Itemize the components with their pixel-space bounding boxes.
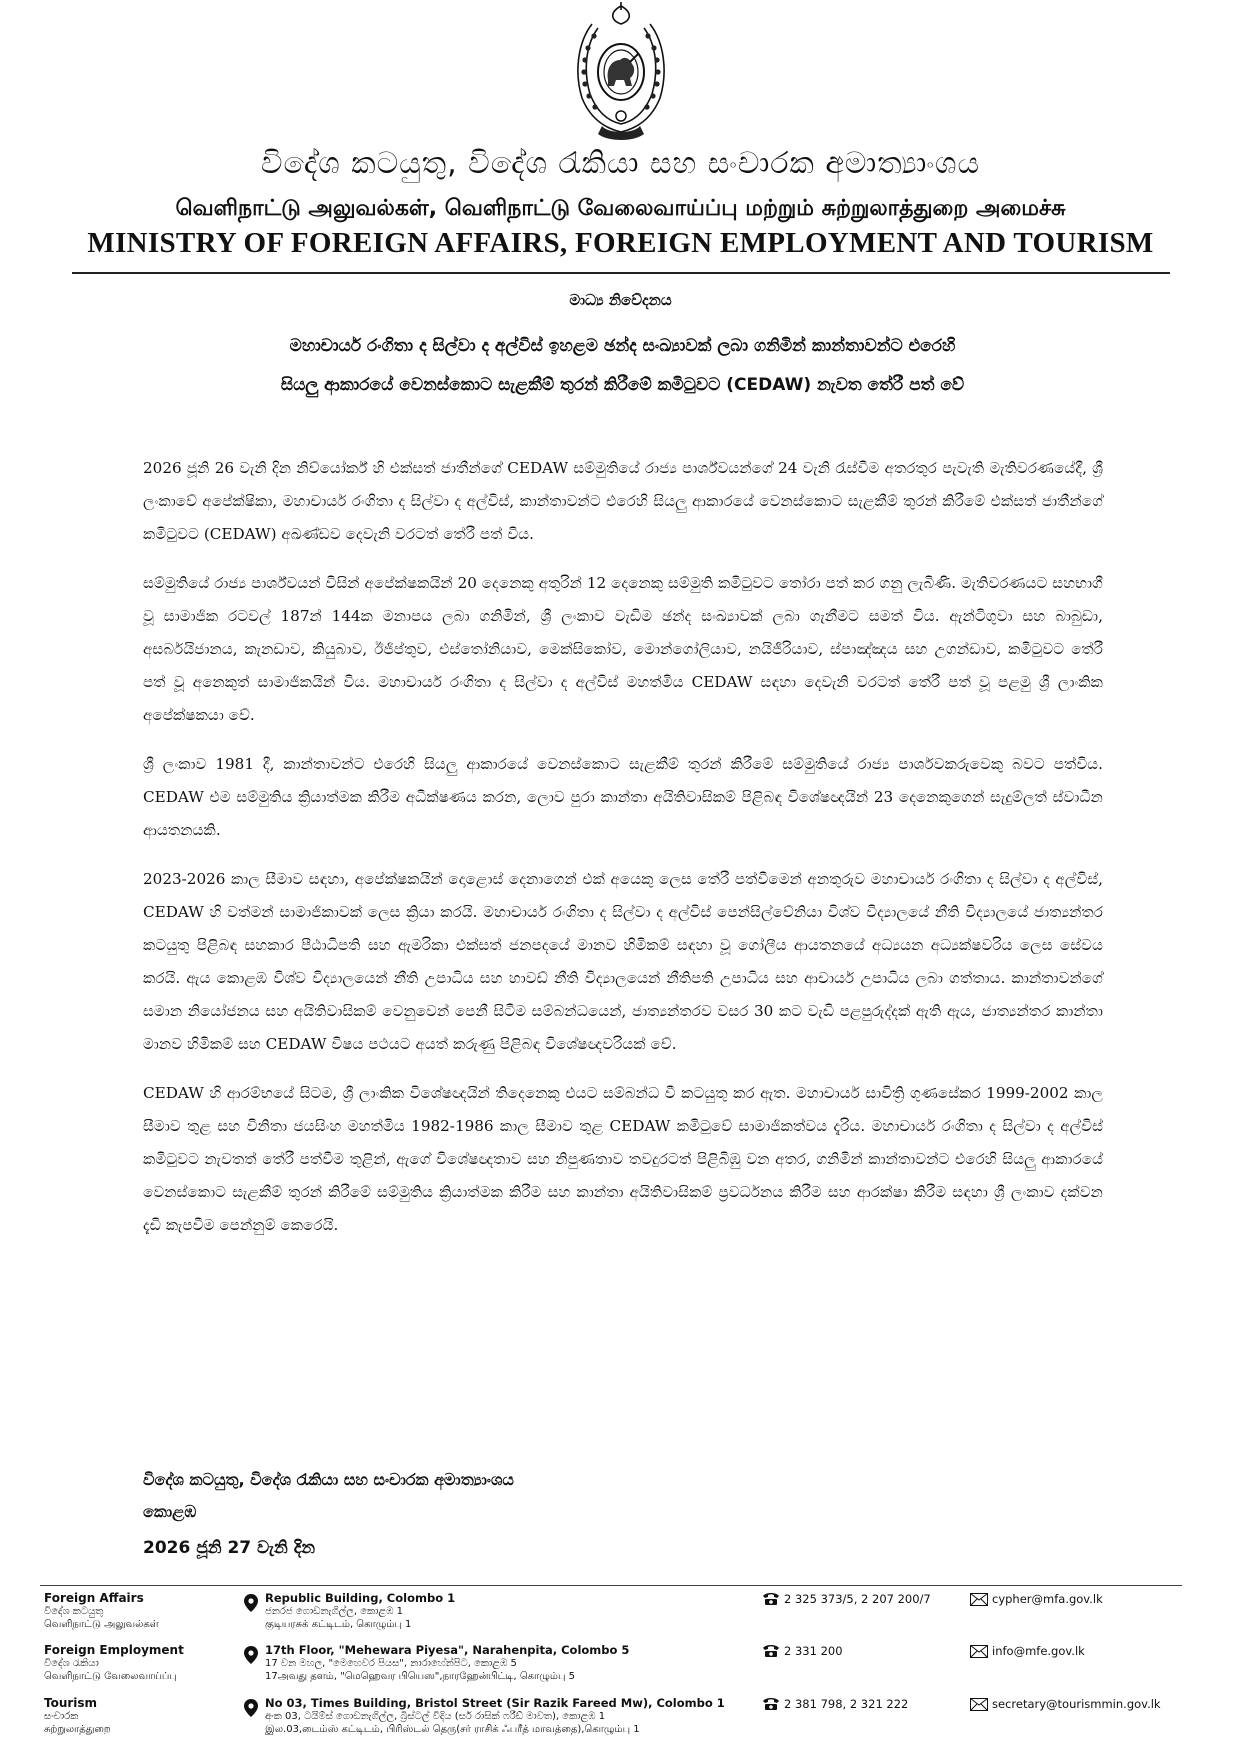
email-address[interactable]: cypher@mfa.gov.lk bbox=[992, 1592, 1103, 1606]
department-name-en: Foreign Affairs bbox=[44, 1591, 144, 1605]
telephone-icon bbox=[762, 1644, 780, 1658]
email-contact[interactable] bbox=[970, 1592, 1103, 1606]
signature-block bbox=[143, 1464, 514, 1528]
telephone-icon bbox=[762, 1592, 780, 1606]
department-name-si: විදේශ රැකියා bbox=[44, 1658, 99, 1669]
document-type-label: මාධ්‍ය නිවේදනය bbox=[569, 291, 672, 309]
location-pin-icon bbox=[244, 1594, 258, 1612]
phone-contact bbox=[762, 1592, 931, 1606]
department-name-si: සංචාරක bbox=[44, 1711, 79, 1722]
department-label bbox=[44, 1697, 244, 1736]
department-name-ta: சுற்றுலாத்துறை bbox=[44, 1724, 111, 1735]
email-contact[interactable] bbox=[970, 1697, 1161, 1711]
department-label bbox=[44, 1592, 244, 1631]
location-pin-icon bbox=[244, 1699, 258, 1717]
phone-number: 2 325 373/5, 2 207 200/7 bbox=[784, 1592, 931, 1606]
address-ta: குடியரசுக் கட்டிடம், கொழும்பு 1 bbox=[265, 1619, 412, 1630]
ministry-name-tamil: வெளிநாட்டு அலுவல்கள், வெளிநாட்டு வேலைவாய்ப்பு மற்றும் சுற்றுலாத்துறை அமைச்சு bbox=[175, 196, 1066, 221]
body-paragraph: ශ්‍රී ලංකාව 1981 දී, කාන්තාවන්ට එරෙහි සියලු ආකාරයේ වෙනස්කොට සැළකීම් තුරන් කිරීමේ සම්මුතියේ රාජ්‍ය පාර්ශවකරුවෙකු බවට පත්විය. CEDAW එම සම්මුතිය ක්‍රියාත්මක කිරීම අධීක්ෂණය කරන, ලොව පුරා කාන්තා අයිතිවාසිකම් පිළිබඳ විශේෂඥයින් 23 දෙනෙකුගෙන් සැදුම්ලත් ස්වාධීන ආයතනයකි. bbox=[143, 755, 1103, 839]
body-paragraph: 2023-2026 කාල සීමාව සඳහා, අපේක්ෂකයින් දොළොස් දෙනාගෙන් එක් අයෙකු ලෙස තේරී පත්වීමෙන් අනතුරුව මහාචාර්ය රංගිතා ද සිල්වා ද අල්විස්, CEDAW හි වත්මන් සාමාජිකාවක් ලෙස ක්‍රියා කරයි. මහාචාර්ය රංගිතා ද සිල්වා ද අල්විස් පෙන්සිල්වේනියා විශ්ව විද්‍යාලයේ නීති විද්‍යාලයේ ජාත්‍යන්තර කටයුතු පිළිබඳ සහකාර පීඨාධිපති සහ ඇමරිකා එක්සත් ජනපදයේ මානව හිමිකම් සඳහා වූ ගෝලීය ආයතනයේ අධ්‍යයන අධ්‍යක්ෂවරිය ලෙස සේවය කරයි. ඇය කොළඹ විශ්ව විද්‍යාලයෙන් නීති උපාධිය සහ හාවඩ් නීති විද්‍යාලයෙන් නීතිපති උපාධිය සහ ආචාර්ය උපාධිය ලබා ගත්තාය. කාන්තාවන්ගේ සමාන නියෝජනය සහ අයිතිවාසිකම් වෙනුවෙන් පෙනී සිටීම සම්බන්ධයෙන්, ජාත්‍යන්තරව වසර 30 කට වැඩි පළපුරුද්දක් ඇති ඇය, ජාත්‍යන්තර කාන්තා මානව හිමිකම් සහ CEDAW විෂය පථයට අයත් කරුණු පිළිබඳ විශේෂඥවරියක් වේ. bbox=[143, 870, 1103, 1053]
footer-divider bbox=[40, 1585, 1182, 1586]
national-emblem-icon bbox=[560, 2, 682, 144]
address-block bbox=[265, 1644, 745, 1683]
envelope-icon bbox=[970, 1645, 988, 1658]
address-ta: 17அவது தளம், "மெஹெவர பியெஸ",நாரஹேன்பிட்டி, கொழும்பு 5 bbox=[265, 1671, 575, 1682]
email-contact[interactable] bbox=[970, 1644, 1085, 1658]
ministry-name-english: MINISTRY OF FOREIGN AFFAIRS, FOREIGN EMPLOYMENT AND TOURISM bbox=[87, 227, 1154, 259]
phone-number: 2 331 200 bbox=[784, 1644, 843, 1658]
department-label bbox=[44, 1644, 244, 1683]
signature-city: කොළඹ bbox=[143, 1502, 197, 1521]
address-si: අංක 03, ටයිම්ස් ගොඩනැගිල්ල, බ්‍රිස්ටල් වීදිය (සර් රාසික් ෆරීඩ් මාවත), කොළඹ 1 bbox=[265, 1711, 606, 1722]
address-en: 17th Floor, "Mehewara Piyesa", Narahenpita, Colombo 5 bbox=[265, 1643, 630, 1657]
body-paragraph: CEDAW හි ආරම්භයේ සිටම, ශ්‍රී ලාංකික විශේෂඥයින් තිදෙනෙකු එයට සම්බන්ධ වී කටයුතු කර ඇත. මහාචාර්ය සාවිත්‍රි ගුණසේකර 1999-2002 කාල සීමාව තුළ සහ විනිතා ජයසිංහ මහත්මිය 1982-1986 කාල සීමාව තුළ CEDAW කමිටුවේ සාමාජිකත්වය දැරිය. මහාචාර්ය රංගිතා ද සිල්වා ද අල්විස් කමිටුවට නැවතත් තේරී පත්වීම තුළින්, ඇගේ විශේෂඥතාව සහ නිපුණතාව තවදුරටත් පිළිබිඹු වන අතර, ගනිමින් කාන්තාවන්ට එරෙහි සියලු ආකාරයේ වෙනස්කොට සැළකීම් තුරන් කිරීමේ සම්මුතිය ක්‍රියාත්මක කිරීම සහ කාන්තා අයිතිවාසිකම් ප්‍රවර්ධනය කිරීම සහ ආරක්ෂා කිරීම සඳහා ශ්‍රී ලංකාව දක්වන දැඩි කැපවීම පෙන්නුම් කෙරෙයි. bbox=[143, 1084, 1103, 1234]
address-en: Republic Building, Colombo 1 bbox=[265, 1591, 456, 1605]
title-line-2: සියලු ආකාරයේ වෙනස්කොට සැළකීම් තුරන් කිරීමේ කමිටුවට (CEDAW) නැවත තේරී පත් වේ bbox=[280, 375, 965, 395]
header-divider bbox=[72, 272, 1170, 274]
footer-row-tourism bbox=[0, 1697, 1241, 1757]
address-block bbox=[265, 1697, 745, 1736]
ministry-name-sinhala: විදේශ කටයුතු, විදේශ රැකියා සහ සංචාරක අමාත්‍යාංශය bbox=[260, 146, 981, 181]
body-paragraph: සම්මුතියේ රාජ්‍ය පාර්ශ්වයන් විසින් අපේක්ෂකයින් 20 දෙනෙකු අතුරින් 12 දෙනෙකු සම්මුති කමිටුවට තෝරා පත් කර ගනු ලැබිණි. මැතිවරණයට සහභාගී වූ සාමාජික රටවල් 187න් 144ක මනාපය ලබා ගනිමින්, ශ්‍රී ලංකාව වැඩිම ඡන්ද සංඛ්‍යාවක් ලබා ගැනීමට සමත් විය. ඇන්ටිගුවා සහ බාබුඩා, අසර්බයිජානය, කැනඩාව, කියුබාව, ඊජිප්තුව, එස්තෝනියාව, මෙක්සිකෝව, මොන්ගෝලියාව, නයිජීරියාව, ස්පාඤ්ඤය සහ උගන්ඩාව, කමිටුවට තේරී පත් වූ අනෙකුත් සාමාජිකයින් විය. මහාචාර්ය රංගිතා ද සිල්වා ද අල්විස් මහත්මිය CEDAW සඳහා දෙවැනි වරටත් තේරී පත් වූ පළමු ශ්‍රී ලාංකික අපේක්ෂකයා වේ. bbox=[143, 574, 1103, 724]
phone-number: 2 381 798, 2 321 222 bbox=[784, 1697, 909, 1711]
department-name-ta: வெளிநாட்டு அலுவல்கள் bbox=[44, 1619, 159, 1630]
address-si: 17 වන මහල, "මෙහෙවර පියස", නාරාහේන්පිට, කොළඹ 5 bbox=[265, 1658, 517, 1669]
envelope-icon bbox=[970, 1593, 988, 1606]
address-en: No 03, Times Building, Bristol Street (Sir Razik Fareed Mw), Colombo 1 bbox=[265, 1696, 725, 1710]
department-name-en: Tourism bbox=[44, 1696, 98, 1710]
press-release-body bbox=[143, 452, 1103, 1258]
address-si: ජනරජ ගොඩනැගිල්ල, කොළඹ 1 bbox=[265, 1606, 404, 1617]
phone-contact bbox=[762, 1644, 843, 1658]
department-name-en: Foreign Employment bbox=[44, 1643, 184, 1657]
title-line-1: මහාචාර්ය රංගිතා ද සිල්වා ද අල්විස් ඉහළම ඡන්ද සංඛ්‍යාවක් ලබා ගනිමින් කාන්තාවන්ට එරෙහි bbox=[289, 336, 956, 356]
envelope-icon bbox=[970, 1698, 988, 1711]
department-name-si: විදේශ කටයුතු bbox=[44, 1606, 104, 1617]
signature-ministry: විදේශ කටයුතු, විදේශ රැකියා සහ සංචාරක අමාත්‍යාංශය bbox=[143, 1470, 514, 1489]
body-paragraph: 2026 ජූනි 26 වැනි දින නිව්යෝර්ක් හි එක්සත් ජාතීන්ගේ CEDAW සම්මුතියේ රාජ්‍ය පාර්ශ්වයන්ගේ 24 වැනි රැස්වීම අතරතුර පැවැති මැතිවරණයේදී, ශ්‍රී ලංකාවේ අපේක්ෂිකා, මහාචාර්ය රංගිතා ද සිල්වා ද අල්විස්, කාන්තාවන්ට එරෙහි සියලු ආකාරයේ වෙනස්කොට සැළකීම් තුරන් කිරීමේ එක්සත් ජාතීන්ගේ කමිටුවට (CEDAW) අඛණ්ඩව දෙවැනි වරටත් තේරී පත් විය. bbox=[143, 459, 1103, 543]
phone-contact bbox=[762, 1697, 908, 1711]
department-name-ta: வெளிநாட்டு வேலைவாய்ப்பு bbox=[44, 1671, 177, 1682]
email-address[interactable]: secretary@tourismmin.gov.lk bbox=[992, 1697, 1161, 1711]
press-release-title bbox=[130, 327, 1115, 405]
footer-row-foreign-employment bbox=[0, 1644, 1241, 1704]
email-address[interactable]: info@mfe.gov.lk bbox=[992, 1644, 1085, 1658]
address-ta: இல.03,டைம்ஸ் கட்டிடம், பிரிஸ்டல் தெரு(சர் ராசிக் ஃபரீத் மாவத்தை),கொழும்பு 1 bbox=[265, 1724, 640, 1735]
location-pin-icon bbox=[244, 1646, 258, 1664]
telephone-icon bbox=[762, 1697, 780, 1711]
release-date: 2026 ජූනි 27 වැනි දින bbox=[143, 1538, 316, 1558]
address-block bbox=[265, 1592, 745, 1631]
